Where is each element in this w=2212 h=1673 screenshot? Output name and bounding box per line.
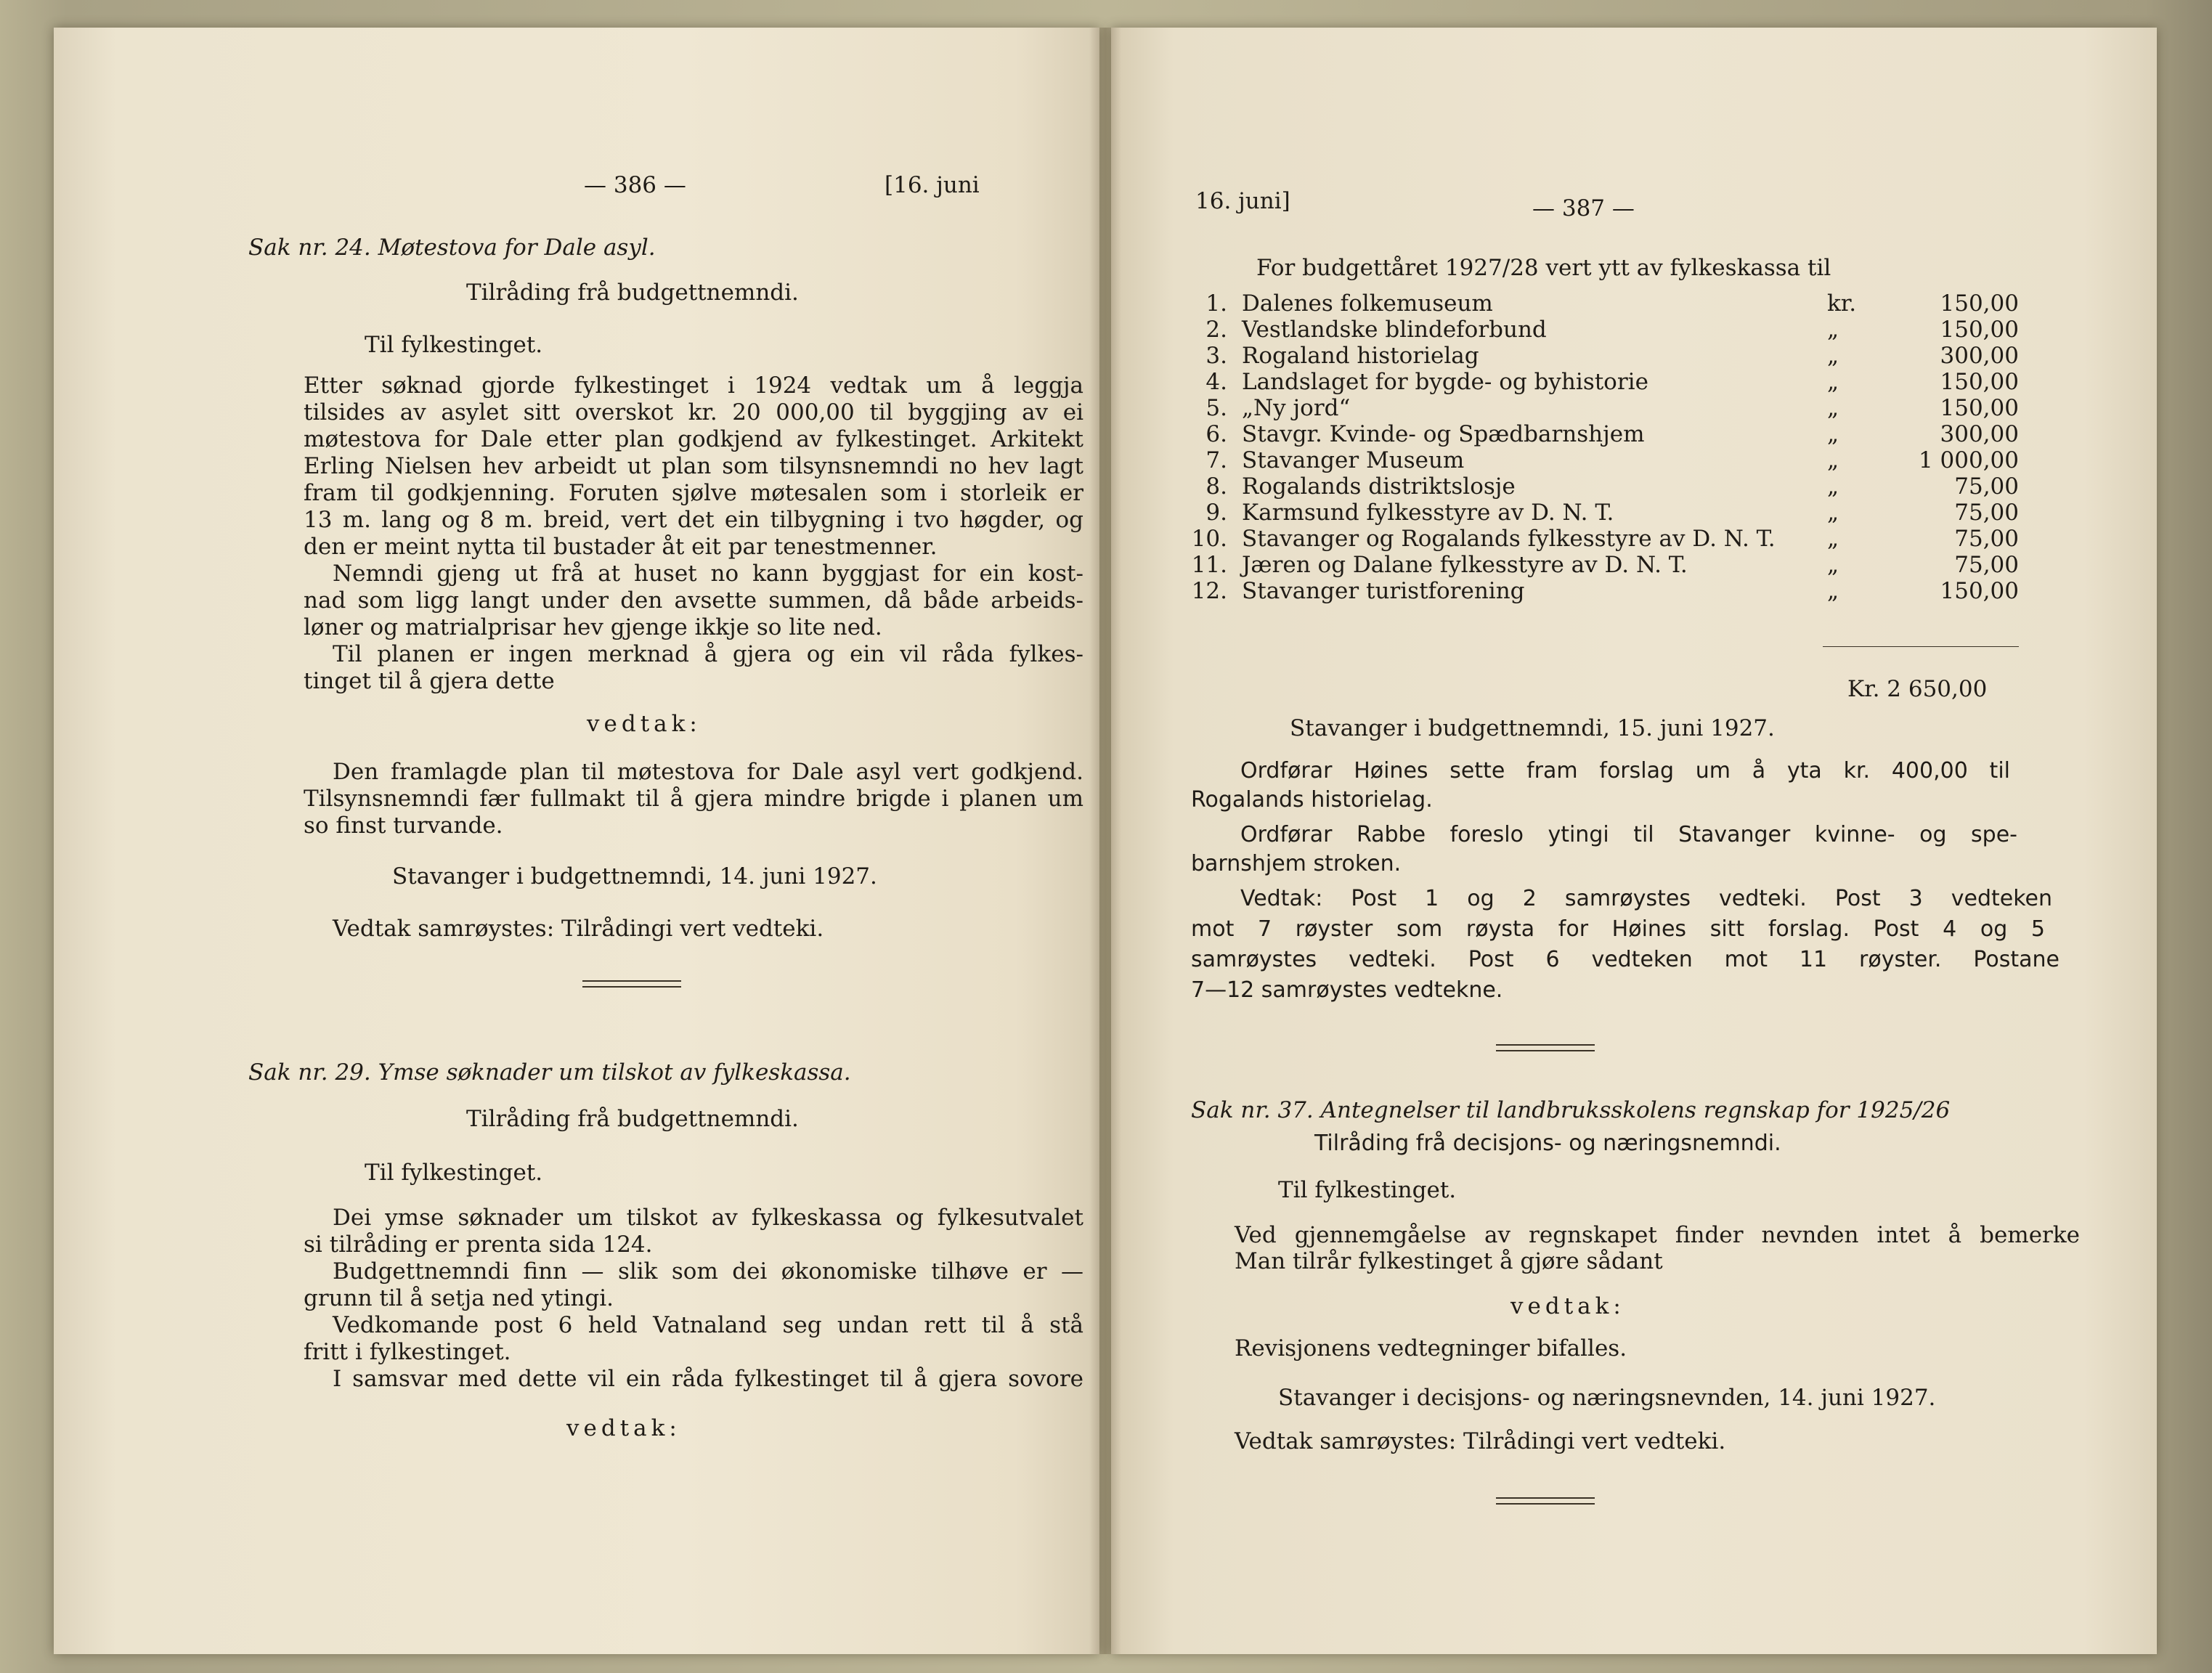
sak-29-title: Sak nr. 29. Ymse søknader um tilskot av fylkeskassa. — [248, 1059, 851, 1086]
item-number: 1. — [1205, 290, 1227, 317]
sak-24-line: tinget til å gjera dette — [304, 668, 555, 694]
section-divider — [582, 980, 681, 982]
item-number: 11. — [1191, 552, 1227, 578]
sak-29-subtitle: Tilråding frå budgettnemndi. — [466, 1106, 799, 1132]
item-currency: „ — [1827, 578, 1839, 604]
sak-24-line: nad som ligg langt under den avsette summen, då både arbeids- — [304, 587, 1083, 614]
sak-29-line: Dei ymse søknader um tilskot av fylkeskassa og fylkesutvalet — [333, 1205, 1083, 1231]
sak-24-line: tilsides av asylet sitt overskot kr. 20 000,00 til byggjing av ei — [304, 399, 1083, 426]
item-name: Landslaget for bygde- og byhistorie — [1242, 369, 1648, 395]
section-divider — [1496, 1497, 1595, 1499]
item-name: Dalenes folkemuseum — [1242, 290, 1493, 317]
item-currency: „ — [1827, 421, 1839, 447]
list-item — [1184, 317, 2019, 343]
sak-24-salutation: Til fylkestinget. — [365, 332, 543, 358]
list-item — [1184, 290, 2019, 317]
sak-37-line: Man tilrår fylkestinget å gjøre sådant — [1235, 1248, 1663, 1274]
sak-24-line: Etter søknad gjorde fylkestinget i 1924 vedtak um å leggja — [304, 373, 1083, 399]
item-number: 4. — [1205, 369, 1227, 395]
debate-line: mot 7 røyster som røysta for Høines sitt forslag. Post 4 og 5 — [1191, 916, 2045, 942]
result-line: Vedtak samrøystes: Tilrådingi vert vedteki. — [1235, 1428, 1726, 1454]
item-currency: „ — [1827, 317, 1839, 343]
item-currency: kr. — [1827, 290, 1857, 317]
item-number: 5. — [1205, 395, 1227, 421]
list-item — [1184, 421, 2019, 447]
item-amount: 150,00 — [1940, 369, 2019, 395]
item-currency: „ — [1827, 447, 1839, 473]
item-currency: „ — [1827, 343, 1839, 369]
item-number: 7. — [1205, 447, 1227, 473]
item-amount: 75,00 — [1954, 526, 2019, 552]
debate-line: samrøystes vedteki. Post 6 vedteken mot 11 røyster. Postane — [1191, 947, 2059, 972]
grants-list — [1184, 290, 2019, 624]
list-item — [1184, 343, 2019, 369]
item-currency: „ — [1827, 395, 1839, 421]
list-item — [1184, 578, 2019, 604]
sak-37-salutation: Til fylkestinget. — [1278, 1177, 1457, 1203]
section-divider — [582, 986, 681, 988]
list-item — [1184, 552, 2019, 578]
sak-29-line: grunn til å setja ned ytingi. — [304, 1285, 614, 1311]
item-name: Jæren og Dalane fylkesstyre av D. N. T. — [1242, 552, 1688, 578]
item-name: Karmsund fylkesstyre av D. N. T. — [1242, 500, 1614, 526]
debate-line: Vedtak: Post 1 og 2 samrøystes vedteki. Post 3 vedteken — [1240, 886, 2052, 911]
section-divider — [1496, 1503, 1595, 1505]
item-amount: 150,00 — [1940, 290, 2019, 317]
sak-29-line: I samsvar med dette vil ein råda fylkestinget til å gjera sovore — [333, 1366, 1083, 1392]
item-amount: 150,00 — [1940, 317, 2019, 343]
item-number: 8. — [1205, 473, 1227, 500]
item-number: 9. — [1205, 500, 1227, 526]
sak-37-decision: Revisjonens vedtegninger bifalles. — [1235, 1335, 1627, 1361]
sum-rule — [1823, 646, 2019, 647]
item-name: Stavanger Museum — [1242, 447, 1465, 473]
item-currency: „ — [1827, 369, 1839, 395]
item-name: Stavanger og Rogalands fylkesstyre av D. N. T. — [1242, 526, 1776, 552]
sak-24-line: møtestova for Dale etter plan godkjend av fylkestinget. Arkitekt — [304, 426, 1083, 452]
item-currency: „ — [1827, 526, 1839, 552]
debate-line: Ordførar Rabbe foreslo ytingi til Stavanger kvinne- og spe- — [1240, 822, 2017, 847]
sak-24-line: fram til godkjenning. Foruten sjølve møtesalen som i storleik er — [304, 480, 1083, 506]
header-date: [16. juni — [885, 172, 980, 198]
item-currency: „ — [1827, 473, 1839, 500]
sak-29-line: Vedkomande post 6 held Vatnaland seg undan rett til å stå — [333, 1312, 1083, 1338]
place-date: Stavanger i budgettnemndi, 14. juni 1927. — [392, 863, 877, 890]
list-item — [1184, 526, 2019, 552]
book-gutter — [1089, 28, 1121, 1654]
page-number: — 386 — — [584, 172, 686, 198]
page-number: — 387 — — [1532, 195, 1635, 221]
sak-24-line: 13 m. lang og 8 m. breid, vert det ein tilbygning i tvo høgder, og — [304, 507, 1083, 533]
result-line: Vedtak samrøystes: Tilrådingi vert vedteki. — [333, 916, 824, 942]
item-amount: 300,00 — [1940, 421, 2019, 447]
place-date: Stavanger i budgettnemndi, 15. juni 1927. — [1290, 715, 1775, 741]
sak-24-subtitle: Tilråding frå budgettnemndi. — [466, 280, 799, 306]
item-currency: „ — [1827, 552, 1839, 578]
debate-line: barnshjem stroken. — [1191, 851, 1402, 876]
debate-line: Ordførar Høines sette fram forslag um å yta kr. 400,00 til — [1240, 758, 2010, 783]
header-date: 16. juni] — [1195, 188, 1290, 214]
item-number: 6. — [1205, 421, 1227, 447]
sak-29-salutation: Til fylkestinget. — [365, 1160, 543, 1186]
sak-29-line: si tilråding er prenta sida 124. — [304, 1232, 653, 1258]
sak-24-line: den er meint nytta til bustader åt eit par tenestmenner. — [304, 534, 938, 560]
list-item — [1184, 447, 2019, 473]
list-item — [1184, 500, 2019, 526]
list-item — [1184, 395, 2019, 421]
list-item — [1184, 473, 2019, 500]
item-name: „Ny jord“ — [1242, 395, 1351, 421]
list-item — [1184, 369, 2019, 395]
sak-37-subtitle: Tilråding frå decisjons- og næringsnemndi. — [1314, 1131, 1781, 1156]
item-number: 2. — [1205, 317, 1227, 343]
left-page — [54, 28, 1099, 1654]
section-divider — [1496, 1044, 1595, 1046]
sak-29-line: fritt i fylkestinget. — [304, 1339, 511, 1365]
sak-29-line: Budgettnemndi finn — slik som dei økonomiske tilhøve er — — [333, 1258, 1083, 1285]
sak-37-line: Ved gjennemgåelse av regnskapet finder nevnden intet å bemerke — [1235, 1222, 2080, 1248]
item-amount: 300,00 — [1940, 343, 2019, 369]
debate-line: Rogalands historielag. — [1191, 787, 1433, 813]
item-number: 12. — [1191, 578, 1227, 604]
place-date: Stavanger i decisjons- og næringsnevnden, 14. juni 1927. — [1278, 1385, 1936, 1411]
item-name: Stavanger turistforening — [1242, 578, 1525, 604]
decision-line: Den framlagde plan til møtestova for Dale asyl vert godkjend. — [333, 759, 1083, 785]
item-number: 10. — [1191, 526, 1227, 552]
decision-line: so finst turvande. — [304, 813, 503, 839]
item-amount: 150,00 — [1940, 395, 2019, 421]
item-currency: „ — [1827, 500, 1839, 526]
sak-37-title: Sak nr. 37. Antegnelser til landbruksskolens regnskap for 1925/26 — [1191, 1097, 1951, 1123]
sak-24-line: Nemndi gjeng ut frå at huset no kann byggjast for ein kost- — [333, 561, 1083, 587]
vedtak-label: vedtak: — [1510, 1293, 1625, 1319]
vedtak-label: vedtak: — [587, 711, 702, 737]
item-name: Rogalands distriktslosje — [1242, 473, 1516, 500]
debate-line: 7—12 samrøystes vedtekne. — [1191, 977, 1503, 1003]
sak-24-line: Erling Nielsen hev arbeidt ut plan som tilsynsnemndi no hev lagt — [304, 453, 1083, 479]
item-amount: 150,00 — [1940, 578, 2019, 604]
item-name: Stavgr. Kvinde- og Spædbarnshjem — [1242, 421, 1645, 447]
decision-line: Tilsynsnemndi fær fullmakt til å gjera mindre brigde i planen um — [304, 786, 1083, 812]
right-page — [1111, 28, 2157, 1654]
sak-24-line: løner og matrialprisar hev gjenge ikkje so lite ned. — [304, 614, 882, 640]
grants-total: Kr. 2 650,00 — [1847, 676, 1988, 702]
item-amount: 75,00 — [1954, 500, 2019, 526]
item-amount: 1 000,00 — [1918, 447, 2019, 473]
item-amount: 75,00 — [1954, 552, 2019, 578]
item-name: Rogaland historielag — [1242, 343, 1479, 369]
item-number: 3. — [1205, 343, 1227, 369]
vedtak-label: vedtak: — [566, 1415, 681, 1441]
section-divider — [1496, 1050, 1595, 1051]
grants-intro: For budgettåret 1927/28 vert ytt av fylkeskassa til — [1256, 255, 1831, 281]
sak-24-line: Til planen er ingen merknad å gjera og ein vil råda fylkes- — [333, 641, 1083, 667]
sak-24-title: Sak nr. 24. Møtestova for Dale asyl. — [248, 235, 656, 261]
item-amount: 75,00 — [1954, 473, 2019, 500]
item-name: Vestlandske blindeforbund — [1242, 317, 1547, 343]
